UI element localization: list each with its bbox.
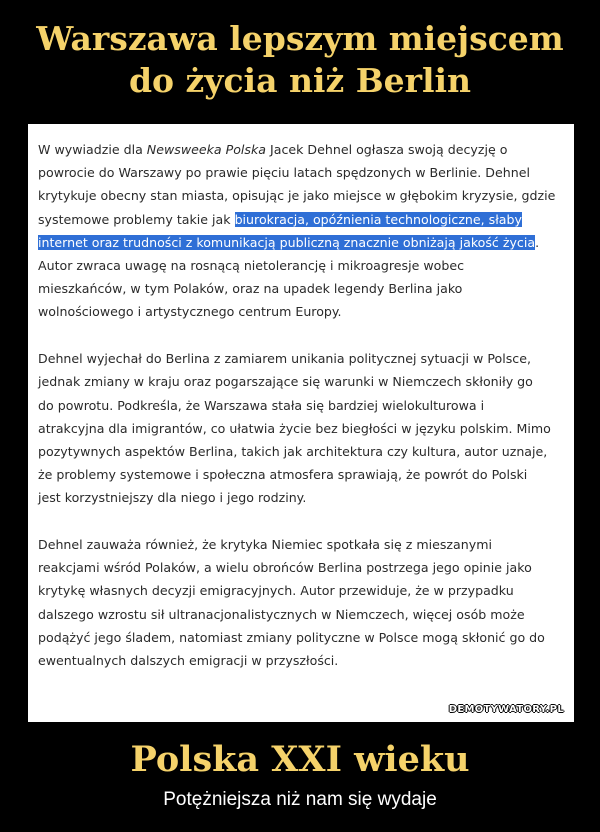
watermark: DEMOTYWATORY.PL (448, 703, 564, 715)
text-line: pozytywnych aspektów Berlina, takich jak architektura czy kultura, autor uznaje, (38, 443, 548, 459)
text-line: ewentualnych dalszych emigracji w przyszłości. (38, 653, 339, 669)
text-line (38, 208, 562, 231)
title-line-1: Warszawa lepszym miejscem (36, 19, 564, 58)
title-line-2: do życia niż Berlin (128, 61, 472, 100)
text-line: jest korzystniejszy dla niego i jego rodziny. (38, 490, 307, 506)
text-line: dalszego wzrostu sił ultranacjonalistycznych w Niemczech, więcej osób może (38, 606, 525, 622)
text-line: że problemy systemowe i społeczna atmosfera sprawiają, że powrót do Polski (38, 467, 528, 483)
caption-subtitle: Potężniejsza niż nam się wydaje (163, 789, 437, 810)
text-line (38, 231, 562, 254)
paragraph-1 (38, 138, 562, 324)
text-line: powrocie do Warszawy po prawie pięciu latach spędzonych w Berlinie. Dehnel (38, 165, 530, 181)
text-line: krytykuje obecny stan miasta, opisując je jako miejsce w głębokim kryzysie, gdzie (38, 188, 556, 204)
text-line: jednak zmiany w kraju oraz pogarszające się warunki w Niemczech skłoniły go (38, 374, 533, 390)
text-line: wolnościowego i artystycznego centrum Europy. (38, 304, 342, 320)
text-line: Dehnel wyjechał do Berlina z zamiarem unikania politycznej sytuacji w Polsce, (38, 351, 531, 367)
text-line: Autor zwraca uwagę na rosnącą nietolerancję i mikroagresje wobec (38, 258, 465, 274)
paragraph-3 (38, 533, 562, 672)
text-segment: W wywiadzie dla (38, 142, 147, 157)
text-segment: systemowe problemy takie jak (38, 211, 235, 227)
text-line: reakcjami wśród Polaków, a wielu obrońców Berlina postrzega jego opinie jako (38, 560, 532, 576)
text-line: mieszkańców, w tym Polaków, oraz na upadek legendy Berlina jako (38, 281, 463, 297)
page-title (0, 18, 600, 102)
text-line: atrakcyjna dla imigrantów, co ułatwia życie bez biegłości w języku polskim. Mimo (38, 420, 551, 436)
text-line: podążyć jego śladem, natomiast zmiany polityczne w Polsce mogą skłonić go do (38, 629, 545, 645)
paragraph-spacer (38, 324, 562, 348)
selected-text[interactable]: internet oraz trudności z komunikacją publiczną znacznie obniżają jakość życia (38, 234, 536, 250)
text-line: krytykę własnych decyzji emigracyjnych. Autor przewiduje, że w przypadku (38, 583, 514, 599)
article-screenshot (28, 124, 574, 722)
paragraph-2 (38, 347, 562, 509)
paragraph-spacer (38, 510, 562, 534)
text-segment: Jacek Dehnel ogłasza swoją decyzję o (266, 142, 508, 157)
text-line: do powrotu. Podkreśla, że Warszawa stała się bardziej wielokulturowa i (38, 397, 485, 413)
caption-title: Polska XXI wieku (130, 739, 470, 780)
text-line: Dehnel zauważa również, że krytyka Niemiec spotkała się z mieszanymi (38, 537, 492, 553)
text-line (38, 138, 562, 161)
text-segment: . (535, 234, 540, 250)
magazine-name: Newsweeka Polska (146, 142, 267, 157)
selected-text[interactable]: biurokracja, opóźnienia technologiczne, słaby (234, 211, 522, 227)
